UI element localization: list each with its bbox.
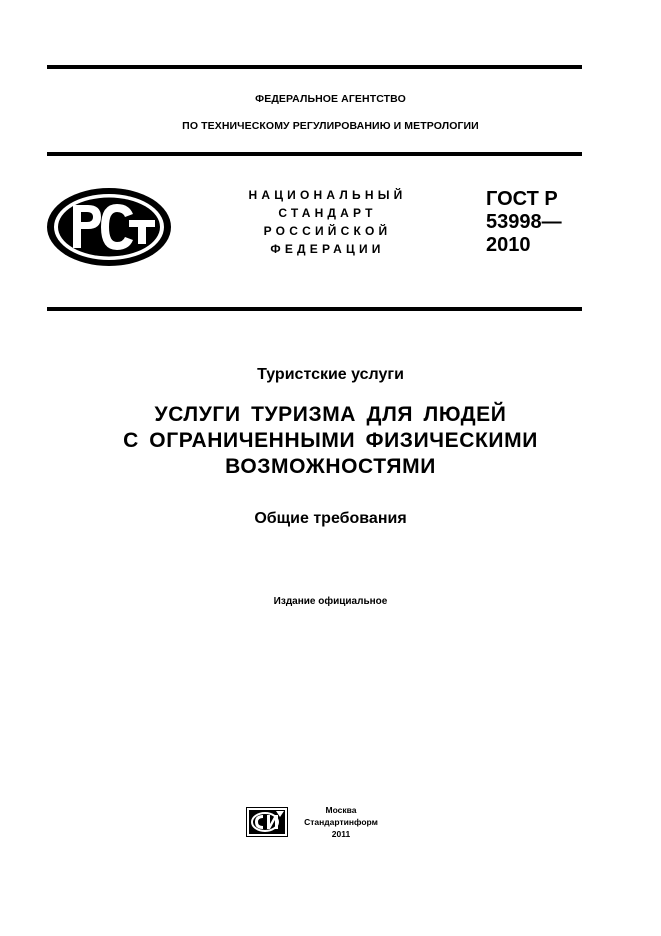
national-line: НАЦИОНАЛЬНЫЙ bbox=[248, 188, 407, 202]
document-subtitle: Общие требования bbox=[254, 510, 407, 527]
title-line-1: УСЛУГИ ТУРИЗМА ДЛЯ ЛЮДЕЙ bbox=[154, 403, 507, 426]
publisher-info bbox=[296, 804, 386, 840]
document-subject: Туристские услуги bbox=[257, 366, 404, 383]
title-line-3: ВОЗМОЖНОСТЯМИ bbox=[225, 455, 436, 478]
standartinform-logo bbox=[246, 807, 288, 837]
title-line-2: С ОГРАНИЧЕННЫМИ ФИЗИЧЕСКИМИ bbox=[123, 429, 538, 452]
gost-number: 53998— bbox=[486, 211, 562, 233]
agency-name-line-2: ПО ТЕХНИЧЕСКОМУ РЕГУЛИРОВАНИЮ И МЕТРОЛОГИИ bbox=[182, 120, 479, 132]
standard-line: СТАНДАРТ bbox=[278, 206, 377, 220]
rst-logo-text: РСТ bbox=[45, 186, 47, 187]
agency-name-line-1: ФЕДЕРАЛЬНОЕ АГЕНТСТВО bbox=[255, 93, 406, 105]
header-divider bbox=[47, 152, 582, 156]
gost-year: 2010 bbox=[486, 234, 531, 256]
publisher-name: Стандартинформ bbox=[304, 817, 378, 827]
standard-divider bbox=[47, 307, 582, 311]
document-title bbox=[0, 402, 661, 480]
rst-logo bbox=[45, 186, 173, 268]
gost-prefix: ГОСТ Р bbox=[486, 188, 558, 210]
russian-line: РОССИЙСКОЙ bbox=[263, 224, 392, 238]
national-standard-label bbox=[225, 186, 430, 258]
top-rule bbox=[47, 65, 582, 69]
edition-note: Издание официальное bbox=[273, 596, 388, 607]
gost-designation bbox=[486, 188, 562, 257]
publisher-city: Москва bbox=[325, 805, 357, 815]
federation-line: ФЕДЕРАЦИИ bbox=[270, 242, 385, 256]
publication-year: 2011 bbox=[331, 829, 351, 839]
